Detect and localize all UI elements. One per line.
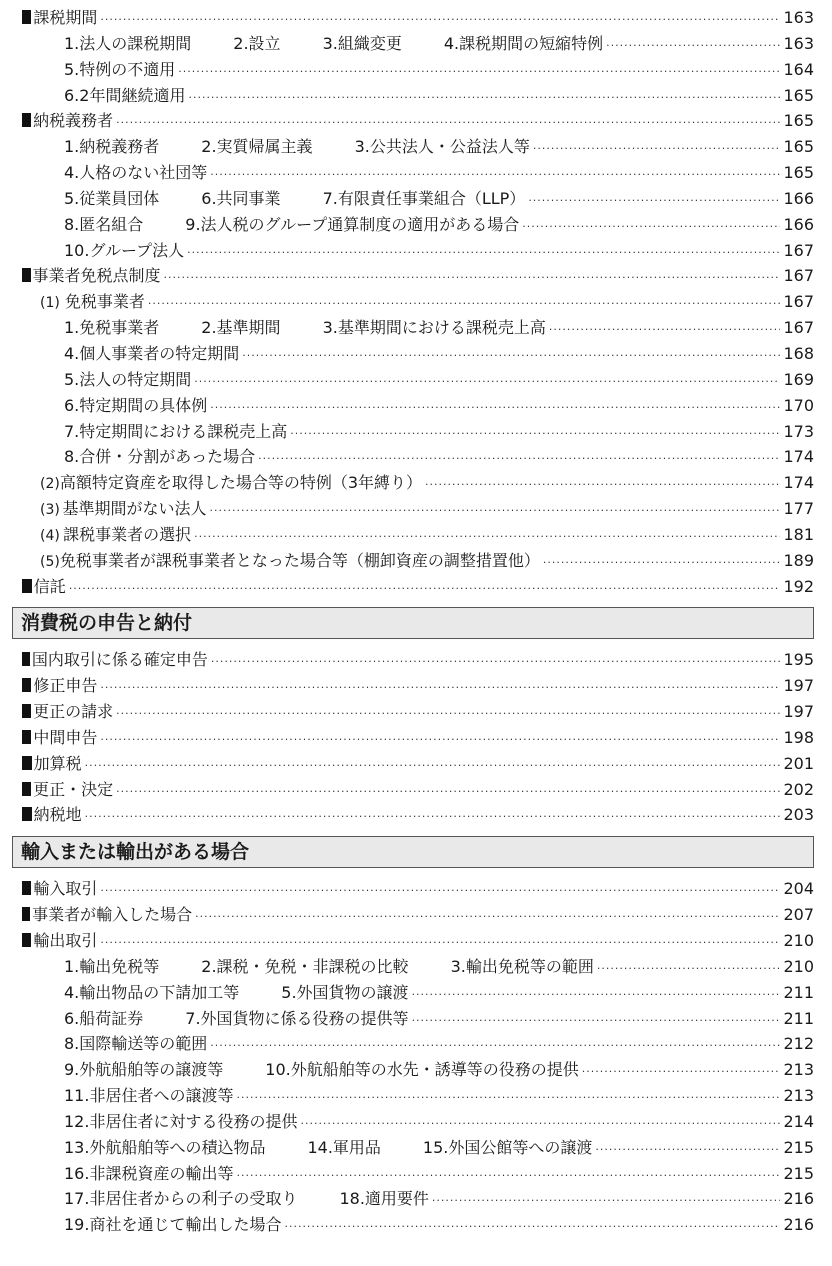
entry-title: 11.非居住者への譲渡等: [64, 1086, 234, 1106]
dot-leader: [522, 214, 780, 240]
toc-entry[interactable]: [0, 1186, 832, 1212]
page-number: 174: [783, 473, 814, 493]
entry-title: 1.免税事業者: [64, 318, 160, 338]
entry-title: 1.輸出免税等: [64, 956, 160, 976]
square-bullet-icon: [22, 579, 32, 593]
page-number: 189: [783, 550, 814, 570]
section-heading: 消費税の申告と納付: [12, 607, 814, 639]
dot-leader: [210, 395, 780, 421]
page-number: 202: [783, 779, 814, 799]
page-number: 201: [783, 753, 814, 773]
dot-leader: [194, 524, 780, 550]
entry-title: 国内取引に係る確定申告: [31, 650, 208, 670]
entry-title: 5.特例の不適用: [64, 59, 176, 79]
page-number: 213: [783, 1060, 814, 1080]
dot-leader: [284, 1214, 780, 1240]
toc-entry[interactable]: [0, 980, 832, 1006]
toc-entry[interactable]: [0, 289, 832, 315]
dot-leader: [178, 59, 780, 85]
entry-title: 高額特定資産を取得した場合等の特例（3年縛り）: [59, 473, 423, 493]
entry-title: 輸出取引: [33, 931, 98, 950]
dot-leader: [543, 550, 781, 576]
toc-entry[interactable]: [0, 802, 832, 828]
page-number: 198: [783, 727, 814, 747]
entry-title: 中間申告: [33, 727, 98, 747]
toc-entry[interactable]: [0, 83, 832, 109]
entry-title: 15.外国公館等への譲渡: [422, 1137, 593, 1157]
entry-title: 2.基準期間: [201, 318, 281, 338]
dot-leader: [195, 904, 780, 930]
dot-leader: [597, 956, 781, 982]
dot-leader: [209, 498, 780, 524]
dot-leader: [69, 576, 781, 602]
entry-title: 事業者免税点制度: [32, 266, 161, 286]
dot-leader: [210, 1033, 780, 1059]
dot-leader: [116, 701, 780, 727]
entry-title: 4.人格のない社団等: [64, 163, 208, 183]
entry-title: 2.設立: [233, 33, 281, 53]
toc-entry[interactable]: [0, 725, 832, 751]
toc-entry[interactable]: [0, 522, 832, 548]
entry-title: 6.船荷証券: [64, 1008, 144, 1028]
entry-title: 更正・決定: [33, 779, 114, 799]
toc-entry[interactable]: [0, 574, 832, 600]
toc-entry[interactable]: [0, 393, 832, 419]
dot-leader: [236, 1085, 780, 1111]
entry-title: 8.国際輸送等の範囲: [64, 1034, 208, 1054]
entry-title: 10.グループ法人: [64, 240, 185, 260]
dot-leader: [194, 369, 780, 395]
square-bullet-icon: [22, 652, 30, 666]
dot-leader: [412, 982, 781, 1008]
dot-leader: [606, 33, 780, 59]
dot-leader: [100, 7, 780, 33]
entry-title: 信託: [33, 576, 66, 596]
entry-title: 課税期間: [33, 8, 98, 27]
toc-entry[interactable]: [0, 1083, 832, 1109]
square-bullet-icon: [22, 704, 31, 718]
entry-title: 事業者が輸入した場合: [32, 905, 193, 925]
page-number: 215: [783, 1163, 814, 1183]
toc-entry[interactable]: [0, 902, 832, 928]
entry-title: 修正申告: [33, 676, 98, 696]
toc-entry[interactable]: [0, 315, 832, 341]
toc-entry[interactable]: [0, 751, 832, 777]
entry-title: 加算税: [33, 753, 82, 773]
page-number: 211: [783, 1008, 814, 1028]
entry-title: 課税事業者の選択: [63, 524, 192, 544]
toc-entry[interactable]: [0, 186, 832, 212]
entry-title: 3.輸出免税等の範囲: [450, 956, 594, 976]
toc-entry[interactable]: [0, 647, 832, 673]
entry-title: 4.輸出物品の下請加工等: [64, 982, 240, 1002]
entry-number: (5): [40, 553, 60, 570]
dot-leader: [242, 343, 780, 369]
entry-title: 6.特定期間の具体例: [64, 395, 208, 415]
entry-title: 8.匿名組合: [64, 214, 144, 234]
dot-leader: [100, 675, 780, 701]
dot-leader: [290, 421, 780, 447]
page-number: 170: [783, 395, 814, 415]
toc-entry[interactable]: [0, 1109, 832, 1135]
dot-leader: [188, 85, 780, 111]
page-number: 216: [783, 1215, 814, 1235]
toc-entry[interactable]: [0, 928, 832, 954]
entry-title: 3.公共法人・公益法人等: [354, 137, 530, 157]
toc-entry[interactable]: [0, 1212, 832, 1238]
entry-title: 5.従業員団体: [64, 188, 160, 208]
entry-title: 5.法人の特定期間: [64, 369, 192, 389]
page-number: 167: [783, 292, 814, 312]
square-bullet-icon: [22, 933, 31, 947]
page-number: 165: [783, 85, 814, 105]
dot-leader: [187, 240, 780, 266]
page-number: 181: [783, 524, 814, 544]
entry-title: 2.実質帰属主義: [201, 137, 313, 157]
entry-title: 5.外国貨物の譲渡: [281, 982, 409, 1002]
entry-title: 2.課税・免税・非課税の比較: [201, 956, 409, 976]
entry-number: (1): [40, 295, 60, 312]
toc-entry[interactable]: [0, 31, 832, 57]
entry-title: 輸入取引: [33, 879, 98, 899]
entry-title: 基準期間がない法人: [62, 499, 207, 519]
page-number: 163: [783, 33, 814, 53]
entry-title: 19.商社を通じて輸出した場合: [64, 1215, 282, 1235]
page-number: 165: [783, 111, 814, 131]
entry-title: 納税地: [33, 805, 82, 825]
entry-title: 9.法人税のグループ通算制度の適用がある場合: [185, 214, 520, 234]
entry-title: 3.基準期間における課税売上高: [322, 318, 546, 338]
toc-entry[interactable]: [0, 238, 832, 264]
entry-title: 免税事業者が課税事業者となった場合等（棚卸資産の調整措置他）: [59, 550, 540, 570]
page-number: 167: [783, 240, 814, 260]
page-number: 192: [783, 576, 814, 596]
entry-title: 16.非課税資産の輸出等: [64, 1163, 234, 1183]
entry-title: 4.課税期間の短縮特例: [443, 33, 604, 53]
entry-title: 6.共同事業: [201, 188, 281, 208]
toc-entry[interactable]: [0, 496, 832, 522]
entry-title: 更正の請求: [33, 702, 114, 722]
dot-leader: [582, 1059, 781, 1085]
toc-entry[interactable]: [0, 548, 832, 574]
entry-title: 10.外航船舶等の水先・誘導等の役務の提供: [265, 1060, 579, 1080]
toc-entry[interactable]: [0, 212, 832, 238]
toc-entry[interactable]: [0, 876, 832, 902]
page-number: 164: [783, 59, 814, 79]
page-number: 168: [783, 343, 814, 363]
toc-entry[interactable]: [0, 954, 832, 980]
dot-leader: [528, 188, 780, 214]
page-number: 163: [783, 8, 814, 27]
square-bullet-icon: [22, 807, 32, 821]
page-number: 207: [783, 905, 814, 925]
toc-entry[interactable]: [0, 673, 832, 699]
square-bullet-icon: [22, 268, 31, 282]
page-number: 210: [783, 931, 814, 950]
page-number: 167: [783, 266, 814, 286]
dot-leader: [100, 930, 780, 956]
toc-entry[interactable]: [0, 341, 832, 367]
page-number: 165: [783, 163, 814, 183]
entry-title: 7.有限責任事業組合（LLP）: [322, 188, 526, 208]
dot-leader: [100, 878, 780, 904]
dot-leader: [85, 753, 781, 779]
toc-entry[interactable]: [0, 263, 832, 289]
entry-title: 1.法人の課税期間: [64, 33, 192, 53]
toc-entry[interactable]: [0, 444, 832, 470]
toc-entry[interactable]: [0, 1135, 832, 1161]
entry-title: 7.特定期間における課税売上高: [64, 421, 288, 441]
page-number: 214: [783, 1111, 814, 1131]
page-number: 216: [783, 1189, 814, 1209]
entry-title: 18.適用要件: [339, 1189, 429, 1209]
dot-leader: [533, 136, 781, 162]
dot-leader: [164, 265, 781, 291]
page-number: 210: [783, 956, 814, 976]
page-number: 197: [783, 702, 814, 722]
page-number: 174: [783, 447, 814, 467]
dot-leader: [432, 1188, 781, 1214]
entry-title: 納税義務者: [33, 111, 114, 131]
dot-leader: [211, 649, 781, 675]
page-number: 211: [783, 982, 814, 1002]
toc-entry[interactable]: [0, 470, 832, 496]
dot-leader: [258, 446, 780, 472]
toc-entry[interactable]: [0, 108, 832, 134]
page-number: 215: [783, 1137, 814, 1157]
dot-leader: [100, 727, 780, 753]
page-number: 167: [783, 318, 814, 338]
toc-entry[interactable]: [0, 57, 832, 83]
page-number: 169: [783, 369, 814, 389]
toc-entry[interactable]: [0, 134, 832, 160]
entry-title: 7.外国貨物に係る役務の提供等: [185, 1008, 409, 1028]
square-bullet-icon: [22, 730, 31, 744]
page-number: 204: [783, 879, 814, 899]
entry-title: 12.非居住者に対する役務の提供: [64, 1111, 298, 1131]
page-number: 197: [783, 676, 814, 696]
square-bullet-icon: [22, 782, 31, 796]
page-number: 203: [783, 805, 814, 825]
page-number: 165: [783, 137, 814, 157]
toc-entry[interactable]: [0, 367, 832, 393]
toc-entry[interactable]: [0, 160, 832, 186]
dot-leader: [116, 110, 780, 136]
page-number: 177: [783, 499, 814, 519]
toc-entry[interactable]: [0, 777, 832, 803]
entry-number: (2): [40, 476, 60, 493]
dot-leader: [412, 1008, 781, 1034]
entry-title: 13.外航船舶等への積込物品: [64, 1137, 266, 1157]
square-bullet-icon: [22, 113, 31, 127]
entry-title: 8.合併・分割があった場合: [64, 447, 256, 467]
toc-entry[interactable]: [0, 1057, 832, 1083]
dot-leader: [300, 1111, 780, 1137]
page-number: 195: [783, 650, 814, 670]
dot-leader: [210, 162, 780, 188]
toc-entry[interactable]: [0, 699, 832, 725]
square-bullet-icon: [22, 881, 31, 895]
square-bullet-icon: [22, 10, 31, 24]
entry-number: (4): [40, 527, 60, 544]
dot-leader: [549, 317, 781, 343]
page-number: 166: [783, 214, 814, 234]
dot-leader: [595, 1137, 780, 1163]
section-heading: 輸入または輸出がある場合: [12, 836, 814, 868]
square-bullet-icon: [22, 907, 30, 921]
entry-title: 9.外航船舶等の譲渡等: [64, 1060, 224, 1080]
toc-entry[interactable]: [0, 1031, 832, 1057]
page-number: 166: [783, 188, 814, 208]
dot-leader: [148, 291, 781, 317]
entry-title: 6.2年間継続適用: [64, 85, 186, 105]
dot-leader: [116, 779, 780, 805]
page-number: 173: [783, 421, 814, 441]
table-of-contents: [0, 5, 832, 1238]
entry-title: 免税事業者: [64, 292, 145, 312]
square-bullet-icon: [22, 678, 31, 692]
toc-entry[interactable]: [0, 5, 832, 31]
dot-leader: [236, 1163, 780, 1189]
entry-title: 3.組織変更: [322, 33, 402, 53]
toc-entry[interactable]: [0, 419, 832, 445]
toc-entry[interactable]: [0, 1161, 832, 1187]
entry-title: 17.非居住者からの利子の受取り: [64, 1189, 298, 1209]
page-number: 212: [783, 1034, 814, 1054]
toc-entry[interactable]: [0, 1006, 832, 1032]
square-bullet-icon: [22, 756, 32, 770]
dot-leader: [425, 472, 780, 498]
entry-title: 4.個人事業者の特定期間: [64, 343, 240, 363]
entry-title: 1.納税義務者: [64, 137, 160, 157]
page-number: 213: [783, 1086, 814, 1106]
dot-leader: [85, 804, 781, 830]
entry-title: 14.軍用品: [307, 1137, 381, 1157]
entry-number: (3): [40, 502, 60, 519]
